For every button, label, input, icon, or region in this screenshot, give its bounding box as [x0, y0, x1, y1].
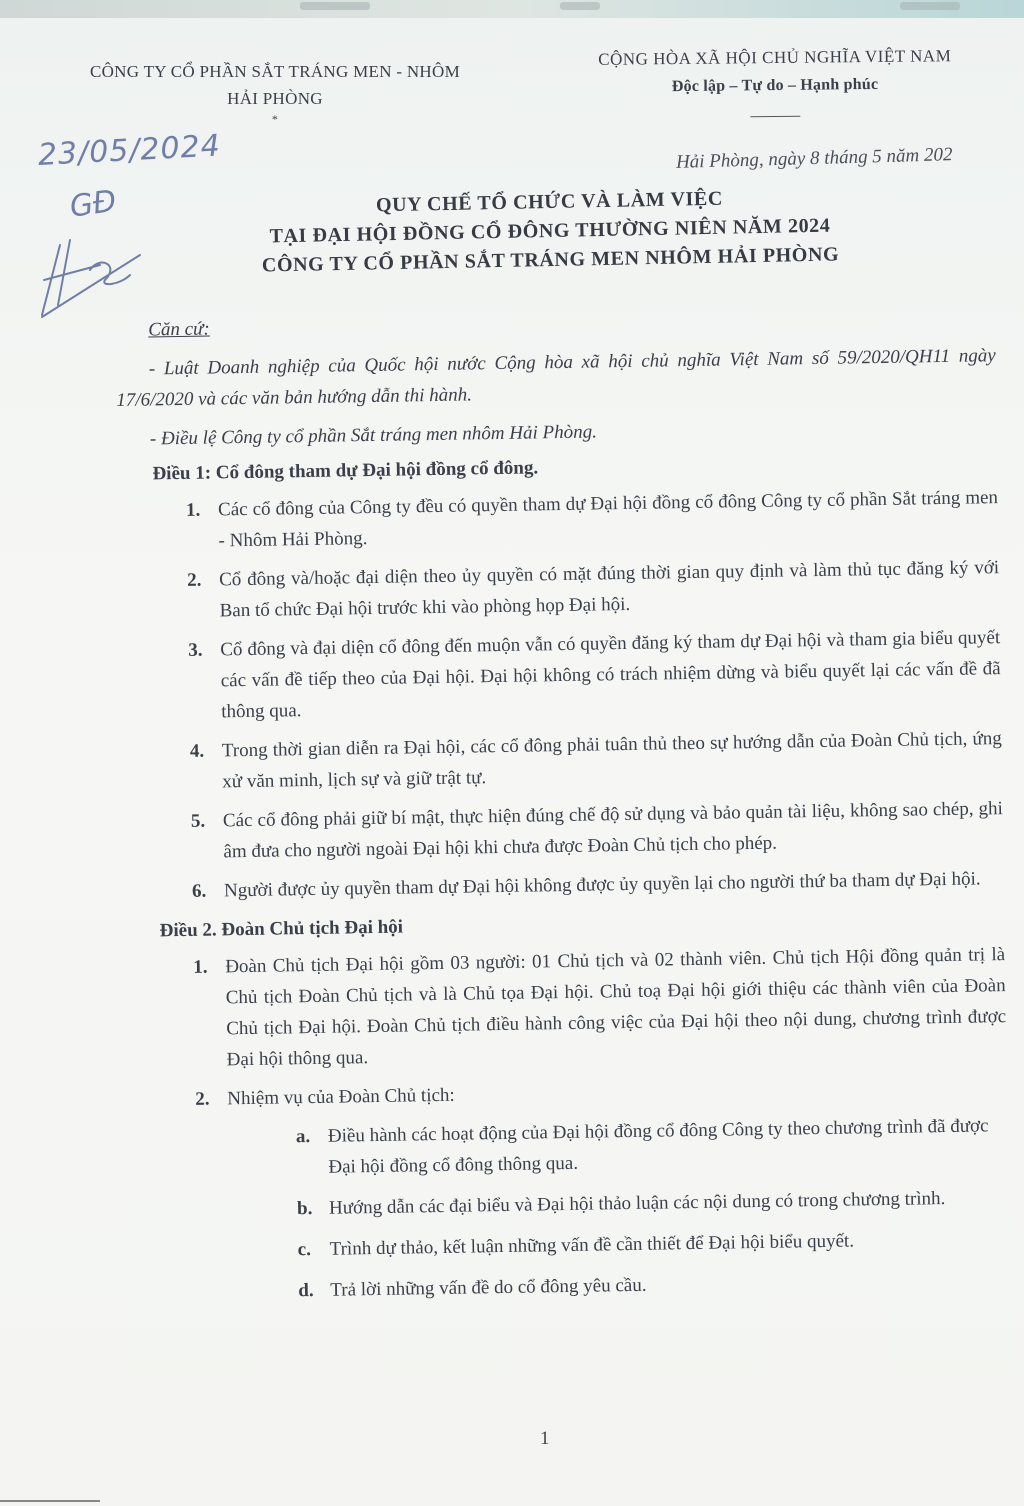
- item-text: Cổ đông và đại diện cổ đông đến muộn vẫn có quyền đăng ký tham dự Đại hội và tham gia biểu quyết các vấn đề tiếp theo của Đại hội. Đại hội không có trách nhiệm dừng và biểu quyết lại các vấn đề đã thông qua.: [220, 627, 1001, 723]
- item-number: 4.: [189, 740, 205, 762]
- list-item: [120, 622, 1001, 729]
- scan-top-edge: [0, 0, 1024, 18]
- item-number: 5.: [190, 810, 206, 832]
- list-item: [125, 939, 1007, 1077]
- item-text: Người được ủy quyền tham dự Đại hội không được ủy quyền lại cho người thứ ba tham dự Đại hội.: [223, 868, 981, 902]
- motto-underline: [750, 116, 800, 118]
- handwritten-signature: [30, 225, 150, 325]
- document-title: [189, 181, 911, 282]
- item-text: Đoàn Chủ tịch Đại hội gồm 03 người: 01 Chủ tịch và 02 thành viên. Chủ tịch Hội đồng quản trị là Chủ tịch Đoàn Chủ tịch và là Chủ tọa Đại hội. Chủ toạ Đại hội giới thiệu các thành viên của Đoàn Chủ tịch Đại hội. Đoàn Chủ tịch điều hành công việc của Đại hội theo nội dung, chương trình được Đại hội thông qua.: [225, 944, 1007, 1071]
- sub-list-item: [130, 1264, 1010, 1309]
- handwritten-received-date: 23/05/2024: [37, 128, 222, 173]
- item-number: 3.: [188, 639, 203, 661]
- national-motto: Độc lập – Tự do – Hạnh phúc: [671, 75, 879, 96]
- item-number: 2.: [187, 569, 202, 591]
- subitem-letter: c.: [297, 1239, 312, 1261]
- subitem-text: Hướng dẫn các đại biểu và Đại hội thảo luận các nội dung có trong chương trình.: [328, 1188, 946, 1219]
- item-text: Các cổ đông của Công ty đều có quyền tham dự Đại hội đồng cổ đông Công ty cổ phần Sắt tráng men - Nhôm Hải Phòng.: [217, 487, 999, 552]
- list-item: [123, 793, 1004, 869]
- company-mark: *: [271, 112, 279, 126]
- company-name-line1: CÔNG TY CỔ PHẦN SẮT TRÁNG MEN - NHÔM: [89, 62, 461, 81]
- list-item: [127, 1071, 1007, 1116]
- item-text: Nhiệm vụ của Đoàn Chủ tịch:: [227, 1084, 455, 1110]
- item-number: 2.: [195, 1088, 210, 1110]
- sub-list-item: [129, 1182, 1009, 1227]
- document-body: [115, 301, 1011, 1319]
- subitem-text: Trả lời những vấn đề do cổ đông yêu cầu.: [330, 1274, 647, 1301]
- national-header: [555, 42, 996, 120]
- place-and-date: Hải Phòng, ngày 8 tháng 5 năm 202: [675, 144, 953, 173]
- item-number: 1.: [193, 956, 208, 978]
- list-item: [118, 482, 999, 558]
- list-item: [119, 552, 1000, 628]
- article-1-list: [118, 482, 1004, 908]
- subitem-letter: a.: [295, 1126, 311, 1148]
- country-name: CỘNG HÒA XÃ HỘI CHỦ NGHĨA VIỆT NAM: [598, 46, 952, 69]
- scan-bottom-edge: [0, 1500, 100, 1502]
- title-line2: TẠI ĐẠI HỘI ĐỒNG CỔ ĐÔNG THƯỜNG NIÊN NĂM 2024: [269, 214, 831, 248]
- item-text: Cổ đông và/hoặc đại diện theo ủy quyền có mặt đúng thời gian quy định và làm thủ tục đăng ký với Ban tổ chức Đại hội trước khi vào phòng họp Đại hội.: [219, 557, 1000, 622]
- item-number: 1.: [185, 499, 201, 521]
- list-item: [124, 863, 1004, 908]
- sub-list-item: [129, 1223, 1009, 1268]
- handwritten-note: GĐ: [67, 183, 119, 225]
- basis-item: - Luật Doanh nghiệp của Quốc hội nước Cộng hòa xã hội chủ nghĩa Việt Nam số 59/2020/QH11 ngày 17/6/2020 và các văn bản hướng dẫn thi hành.: [116, 345, 996, 411]
- article-2-list: [125, 939, 1007, 1116]
- basis-item: - Điều lệ Công ty cổ phần Sắt tráng men nhôm Hải Phòng.: [149, 421, 598, 450]
- article-2-subitems: [128, 1110, 1011, 1309]
- article-2-heading: Điều 2. Đoàn Chủ tịch Đại hội: [159, 916, 404, 942]
- title-line3: CÔNG TY CỔ PHẦN SẮT TRÁNG MEN NHÔM HẢI PHÒNG: [261, 243, 840, 277]
- list-item: [122, 723, 1003, 799]
- sub-list-item: [128, 1110, 1009, 1186]
- company-name-line2: HẢI PHÒNG: [227, 89, 323, 108]
- title-line1: QUY CHẾ TỔ CHỨC VÀ LÀM VIỆC: [375, 187, 724, 217]
- basis-label: Căn cứ:: [148, 318, 210, 341]
- article-1-heading: Điều 1: Cổ đông tham dự Đại hội đồng cổ đông.: [152, 457, 539, 485]
- subitem-text: Trình dự thảo, kết luận những vấn đề cần thiết để Đại hội biểu quyết.: [329, 1230, 855, 1260]
- company-header: [40, 58, 510, 126]
- subitem-text: Điều hành các hoạt động của Đại hội đồng cổ đông Công ty theo chương trình đã được Đại hội đồng cổ đông thông qua.: [327, 1115, 989, 1178]
- page-number: 1: [540, 1428, 550, 1449]
- subitem-letter: d.: [298, 1280, 314, 1302]
- item-number: 6.: [191, 880, 207, 902]
- subitem-letter: b.: [296, 1198, 313, 1220]
- item-text: Trong thời gian diễn ra Đại hội, các cổ đông phải tuân thủ theo sự hướng dẫn của Đoàn Chủ tịch, ứng xử văn minh, lịch sự và giữ trật tự.: [221, 728, 1002, 793]
- item-text: Các cổ đông phải giữ bí mật, thực hiện đúng chế độ sử dụng và bảo quản tài liệu, không sao chép, ghi âm đưa cho người ngoài Đại hội khi chưa được Đoàn Chủ tịch cho phép.: [222, 798, 1004, 863]
